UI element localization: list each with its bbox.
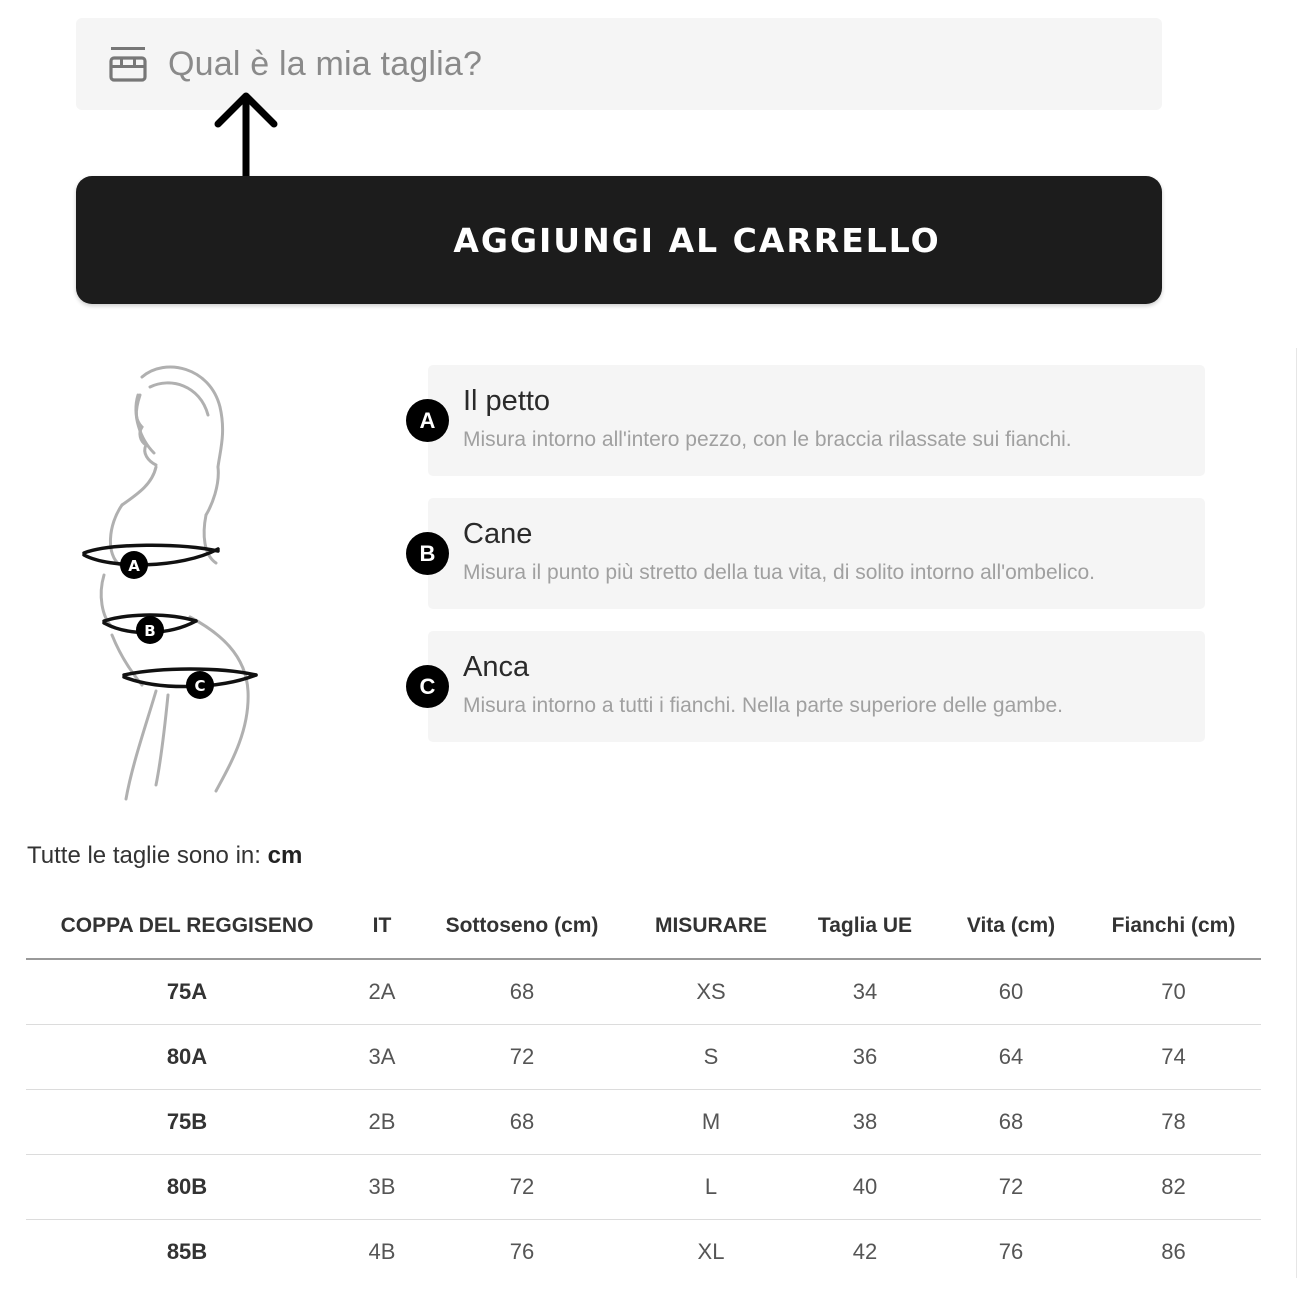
- table-cell: 80A: [26, 1025, 348, 1090]
- table-row: [26, 1025, 1261, 1090]
- table-cell: 38: [794, 1090, 936, 1155]
- table-cell: 34: [794, 959, 936, 1025]
- table-cell: 36: [794, 1025, 936, 1090]
- size-table: [26, 893, 1261, 1284]
- table-cell: 74: [1086, 1025, 1261, 1090]
- ruler-icon: [108, 44, 148, 84]
- table-cell: 64: [936, 1025, 1086, 1090]
- measurement-title: Anca: [463, 651, 530, 683]
- table-cell: 72: [416, 1025, 628, 1090]
- measurement-title: Cane: [463, 518, 533, 550]
- table-cell: 70: [1086, 959, 1261, 1025]
- measurement-letter-badge: B: [406, 532, 449, 575]
- table-cell: 68: [416, 959, 628, 1025]
- measurement-card-waist: [428, 498, 1205, 609]
- measurement-title: Il petto: [463, 385, 551, 417]
- units-note: [27, 842, 302, 870]
- table-cell: 40: [794, 1155, 936, 1220]
- column-header: Fianchi (cm): [1086, 893, 1261, 959]
- column-header: Taglia UE: [794, 893, 936, 959]
- table-cell: 82: [1086, 1155, 1261, 1220]
- table-cell: 68: [416, 1090, 628, 1155]
- table-row: [26, 1155, 1261, 1220]
- table-cell: 75A: [26, 959, 348, 1025]
- add-to-cart-label: AGGIUNGI AL CARRELLO: [453, 220, 941, 260]
- table-cell: M: [628, 1090, 794, 1155]
- table-cell: 2A: [348, 959, 416, 1025]
- table-cell: 68: [936, 1090, 1086, 1155]
- table-cell: 72: [416, 1155, 628, 1220]
- table-cell: 80B: [26, 1155, 348, 1220]
- table-cell: 72: [936, 1155, 1086, 1220]
- table-row: [26, 1090, 1261, 1155]
- figure-marker-a: A: [128, 557, 140, 575]
- column-header: MISURARE: [628, 893, 794, 959]
- table-cell: 2B: [348, 1090, 416, 1155]
- table-cell: 85B: [166, 1239, 208, 1264]
- size-guide-label: Qual è la mia taglia?: [168, 44, 483, 83]
- table-cell: 3A: [348, 1025, 416, 1090]
- measurement-description: Misura intorno all'intero pezzo, con le braccia rilassate sui fianchi.: [463, 428, 1072, 451]
- figure-marker-c: C: [194, 677, 206, 695]
- table-cell: 60: [936, 959, 1086, 1025]
- measurement-letter-badge: C: [406, 665, 449, 708]
- body-measurement-figure: [70, 355, 270, 805]
- divider: [1296, 348, 1297, 1278]
- units-prefix: Tutte le taglie sono in:: [27, 842, 261, 869]
- measurement-card-hips: [428, 631, 1205, 742]
- column-header: IT: [348, 893, 416, 959]
- table-cell: XL: [697, 1239, 725, 1264]
- add-to-cart-button[interactable]: [76, 176, 1162, 304]
- table-cell: XS: [628, 959, 794, 1025]
- table-row: [26, 959, 1261, 1025]
- table-cell: S: [628, 1025, 794, 1090]
- table-cell: 75B: [26, 1090, 348, 1155]
- table-row: [26, 1220, 1261, 1285]
- table-cell: 4B: [368, 1239, 396, 1264]
- table-cell: 76: [509, 1239, 535, 1264]
- column-header: Vita (cm): [936, 893, 1086, 959]
- units-value: cm: [267, 842, 303, 869]
- table-cell: 76: [998, 1239, 1024, 1264]
- figure-marker-b: B: [144, 622, 156, 640]
- measurement-letter-badge: A: [406, 399, 449, 442]
- table-header-row: [26, 893, 1261, 959]
- table-cell: 86: [1161, 1239, 1186, 1264]
- measurement-card-chest: [428, 365, 1205, 476]
- table-cell: L: [628, 1155, 794, 1220]
- measurement-description: Misura il punto più stretto della tua vita, di solito intorno all'ombelico.: [463, 561, 1095, 584]
- table-cell: 3B: [348, 1155, 416, 1220]
- column-header: COPPA DEL REGGISENO: [26, 893, 348, 959]
- measurement-description: Misura intorno a tutti i fianchi. Nella parte superiore delle gambe.: [463, 694, 1063, 717]
- table-cell: 78: [1086, 1090, 1261, 1155]
- column-header: Sottoseno (cm): [416, 893, 628, 959]
- table-cell: 42: [852, 1239, 878, 1264]
